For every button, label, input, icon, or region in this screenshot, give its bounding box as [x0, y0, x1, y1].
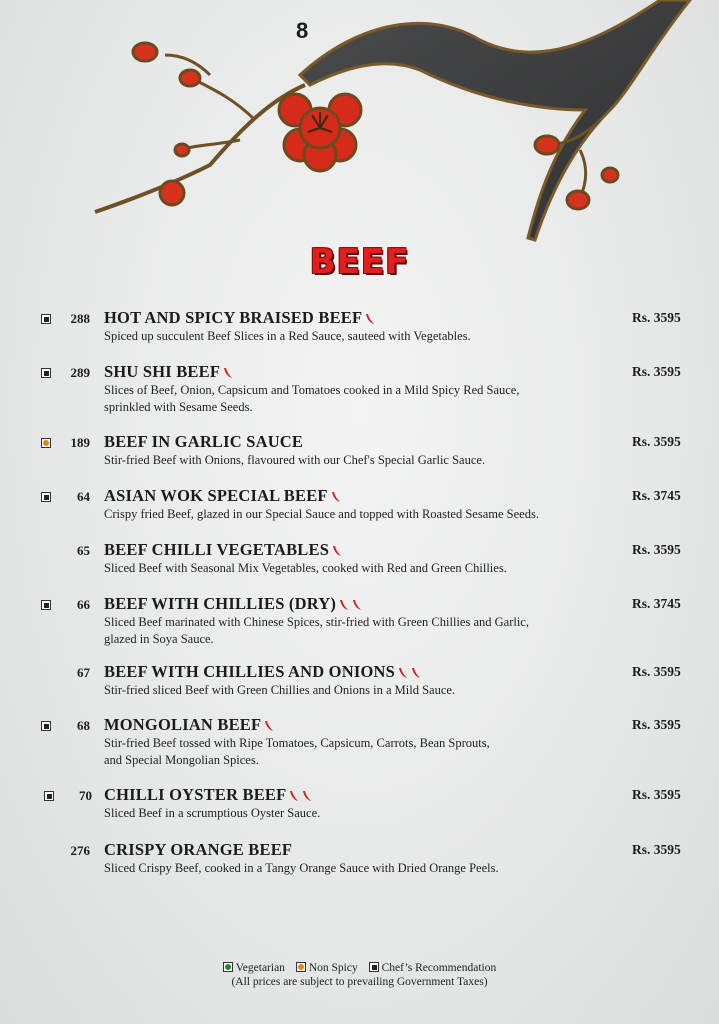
legend-non-spicy — [296, 962, 358, 974]
item-name-text: MONGOLIAN BEEF — [104, 715, 262, 734]
vegetarian-icon — [223, 962, 233, 972]
item-name — [104, 486, 341, 506]
item-price: Rs. 3745 — [632, 488, 681, 503]
item-price: Rs. 3595 — [632, 310, 681, 325]
item-price: Rs. 3595 — [632, 434, 681, 449]
section-title: BEEF — [309, 242, 410, 282]
item-name — [104, 785, 312, 805]
item-price: Rs. 3595 — [632, 787, 681, 802]
item-name — [104, 594, 362, 614]
non-spicy-icon — [296, 962, 306, 972]
item-name — [104, 715, 274, 735]
item-description — [104, 452, 624, 469]
chili-icon — [223, 367, 233, 379]
legend-chef — [369, 962, 497, 974]
item-name — [104, 308, 375, 328]
item-description — [104, 682, 624, 699]
page-number: 8 — [296, 18, 309, 43]
item-name-text: BEEF IN GARLIC SAUCE — [104, 432, 304, 451]
chili-icon — [352, 599, 362, 611]
item-name — [104, 362, 233, 382]
item-description-line: Sliced Beef with Seasonal Mix Vegetables, cooked with Red and Green Chillies. — [104, 561, 507, 575]
price-tax-note: (All prices are subject to prevailing Government Taxes) — [231, 976, 488, 988]
item-number: 66 — [77, 597, 90, 612]
item-name — [104, 840, 292, 860]
item-number: 288 — [70, 311, 90, 326]
item-description-line: Stir-fried Beef tossed with Ripe Tomatoes, Capsicum, Carrots, Bean Sprouts, — [104, 736, 490, 750]
legend-chef-label: Chef’s Recommendation — [381, 962, 497, 974]
item-price: Rs. 3595 — [632, 664, 681, 679]
item-number: 65 — [77, 543, 90, 558]
chili-icon — [331, 491, 341, 503]
chili-icon — [302, 790, 312, 802]
item-description-line: Spiced up succulent Beef Slices in a Red Sauce, sauteed with Vegetables. — [104, 329, 471, 343]
chili-icon — [398, 667, 408, 679]
item-number: 189 — [70, 435, 90, 450]
item-price: Rs. 3595 — [632, 842, 681, 857]
item-description — [104, 560, 624, 577]
item-description-line: and Special Mongolian Spices. — [104, 753, 259, 767]
chili-icon — [332, 545, 342, 557]
item-description — [104, 735, 624, 769]
legend-vegetarian-label: Vegetarian — [235, 962, 285, 974]
item-description-line: Slices of Beef, Onion, Capsicum and Tomatoes cooked in a Mild Spicy Red Sauce, — [104, 383, 520, 397]
item-name-text: HOT AND SPICY BRAISED BEEF — [104, 308, 363, 327]
item-number: 70 — [79, 788, 92, 803]
item-number: 64 — [77, 489, 90, 504]
item-description-line: glazed in Soya Sauce. — [104, 632, 214, 646]
item-name-text: CRISPY ORANGE BEEF — [104, 840, 293, 859]
item-number: 289 — [70, 365, 90, 380]
item-description-line: Sliced Crispy Beef, cooked in a Tangy Orange Sauce with Dried Orange Peels. — [104, 861, 499, 875]
legend — [0, 962, 719, 988]
item-description-line: Crispy fried Beef, glazed in our Special Sauce and topped with Roasted Sesame Seeds. — [104, 507, 539, 521]
item-number: 67 — [77, 665, 90, 680]
chili-icon — [289, 790, 299, 802]
item-description — [104, 382, 624, 416]
item-number: 68 — [77, 718, 90, 733]
item-description-line: sprinkled with Sesame Seeds. — [104, 400, 253, 414]
item-name — [104, 662, 421, 682]
item-description — [104, 506, 624, 523]
item-description-line: Stir-fried sliced Beef with Green Chillies and Onions in a Mild Sauce. — [104, 683, 456, 697]
item-name — [104, 540, 342, 560]
chef-icon — [369, 962, 379, 972]
item-name — [104, 432, 303, 452]
item-price: Rs. 3595 — [632, 542, 681, 557]
chili-icon — [365, 313, 375, 325]
chili-icon — [264, 720, 274, 732]
plum-blossom-branch-illustration — [0, 0, 719, 250]
legend-non-spicy-label: Non Spicy — [308, 962, 358, 974]
item-price: Rs. 3595 — [632, 364, 681, 379]
item-price: Rs. 3745 — [632, 596, 681, 611]
item-price: Rs. 3595 — [632, 717, 681, 732]
item-name-text: CHILLI OYSTER BEEF — [104, 785, 287, 804]
item-name-text: BEEF WITH CHILLIES AND ONIONS — [104, 662, 395, 681]
item-description — [104, 328, 624, 345]
item-description-line: Stir-fried Beef with Onions, flavoured with our Chef's Special Garlic Sauce. — [104, 453, 486, 467]
item-description-line: Sliced Beef in a scrumptious Oyster Sauce. — [104, 806, 321, 820]
item-description — [104, 614, 624, 648]
item-description-line: Sliced Beef marinated with Chinese Spices, stir-fried with Green Chillies and Garlic, — [104, 615, 529, 629]
chili-icon — [411, 667, 421, 679]
chili-icon — [339, 599, 349, 611]
item-description — [104, 860, 624, 877]
item-number: 276 — [70, 843, 90, 858]
item-name-text: SHU SHI BEEF — [104, 362, 221, 381]
item-description — [104, 805, 624, 822]
legend-vegetarian — [223, 962, 285, 974]
item-name-text: BEEF WITH CHILLIES (DRY) — [104, 594, 337, 613]
item-name-text: BEEF CHILLI VEGETABLES — [104, 540, 330, 559]
item-name-text: ASIAN WOK SPECIAL BEEF — [104, 486, 328, 505]
